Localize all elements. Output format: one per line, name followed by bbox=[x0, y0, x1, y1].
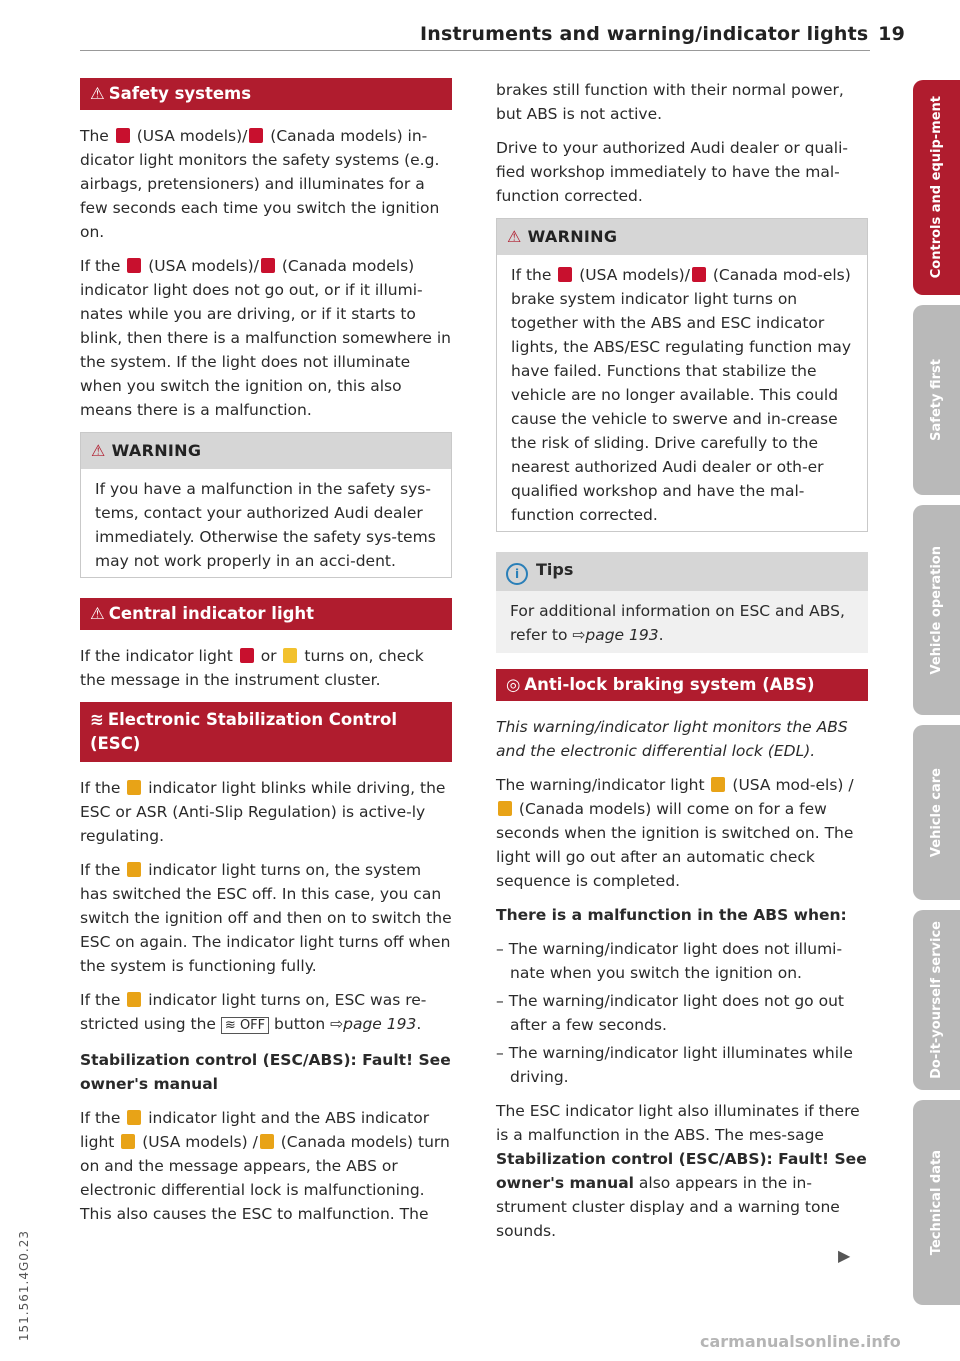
warning-header: ⚠ WARNING bbox=[497, 219, 867, 255]
central-indicator-heading: ⚠ Central indicator light bbox=[80, 598, 452, 630]
page-reference-arrow-icon: ⇨ bbox=[572, 626, 586, 644]
central-indicator-paragraph: If the indicator light or turns on, check the message in the instrument cluster. bbox=[80, 647, 424, 689]
abs-indicator-icon bbox=[711, 777, 725, 792]
esc-off-button-label: ≋ OFF bbox=[221, 1017, 269, 1034]
safety-paragraph-1: The (USA models)/ (Canada models) in-dicator light monitors the safety systems (e.g. airbags, pretensioners) and illuminates for a few seconds each time you switch the ignition on. bbox=[80, 127, 440, 241]
warning-box-safety bbox=[80, 432, 452, 578]
brake-canada-indicator-icon bbox=[692, 267, 706, 282]
continued-paragraph: brakes still function with their normal power, but ABS is not active. bbox=[496, 81, 844, 123]
esc-icon: ≋ bbox=[90, 710, 104, 729]
warning-box-brake bbox=[496, 218, 868, 532]
esc-paragraph-1: If the indicator light blinks while driving, the ESC or ASR (Anti-Slip Regulation) is active-ly regulating. bbox=[80, 779, 446, 845]
running-header-title: Instruments and warning/indicator lights bbox=[420, 23, 869, 45]
abs-malfunction-list bbox=[496, 937, 868, 1089]
tab-technical-data[interactable]: Technical data bbox=[913, 1100, 960, 1305]
seatbelt-indicator-icon bbox=[261, 258, 275, 273]
abs-indicator-icon bbox=[121, 1134, 135, 1149]
esc-paragraph-3: If the indicator light turns on, ESC was re-stricted using the ≋ OFF button ⇨page 193. bbox=[80, 991, 427, 1033]
page-number: 19 bbox=[878, 23, 905, 45]
abs-canada-indicator-icon bbox=[498, 801, 512, 816]
watermark: carmanualsonline.info bbox=[700, 1332, 901, 1351]
airbag-indicator-icon bbox=[116, 128, 130, 143]
safety-paragraph-2: If the (USA models)/ (Canada models) indicator light does not go out, or if it illumi-nates while you are driving, or if it starts to blink, then there is a malfunction somewhere in the system. If the light does not illuminate when you switch the ignition on, this also means there is a malfunction. bbox=[80, 257, 451, 419]
warning-header: ⚠ WARNING bbox=[81, 433, 451, 469]
continue-arrow-icon: ▶ bbox=[838, 1246, 851, 1265]
list-item: – The warning/indicator light illuminates while driving. bbox=[496, 1041, 868, 1089]
central-red-indicator-icon bbox=[240, 648, 254, 663]
running-header bbox=[420, 22, 905, 46]
tab-controls-and-equipment[interactable]: Controls and equip-ment bbox=[913, 80, 960, 295]
warning-text: If the (USA models)/ (Canada mod-els) brake system indicator light turns on together with the ABS and ESC indicator lights, the ABS/ESC regulating function may have failed. Functions that stabilize the vehicle are no longer available. This could cause the vehicle to swerve and in-crease the risk of sliding. Drive carefully to the nearest authorized Audi dealer or oth-er qualified workshop and have the mal-function corrected. bbox=[511, 266, 852, 524]
esc-off-indicator-icon bbox=[127, 862, 141, 877]
abs-heading: ◎ Anti-lock braking system (ABS) bbox=[496, 669, 868, 701]
abs-paragraph-1: The warning/indicator light (USA mod-els) / (Canada models) will come on for a few seconds when the ignition is switched on. The light will go out after an automatic check sequence is completed. bbox=[496, 776, 854, 890]
left-column bbox=[80, 78, 452, 1236]
page-193-link[interactable]: page 193 bbox=[585, 626, 659, 644]
tab-do-it-yourself-service[interactable]: Do-it-yourself service bbox=[913, 910, 960, 1090]
esc-fault-message: Stabilization control (ESC/ABS): Fault! See owner's manual bbox=[80, 1051, 451, 1093]
right-column bbox=[496, 78, 868, 1253]
tips-header: i Tips bbox=[496, 552, 868, 591]
warning-triangle-icon: ⚠ bbox=[507, 227, 522, 246]
abs-canada-indicator-icon bbox=[260, 1134, 274, 1149]
page-193-link[interactable]: page 193 bbox=[343, 1015, 417, 1033]
abs-icon: ◎ bbox=[506, 675, 521, 694]
airbag-indicator-icon bbox=[127, 258, 141, 273]
esc-heading: ≋ Electronic Stabilization Control (ESC) bbox=[80, 702, 452, 762]
esc-paragraph-4: If the indicator light and the ABS indicator light (USA models) / (Canada models) turn on and the message appears, the ABS or electronic differential lock is malfunctioning. This also causes the ESC to malfunction. The bbox=[80, 1109, 450, 1223]
esc-indicator-icon bbox=[127, 780, 141, 795]
central-yellow-indicator-icon bbox=[283, 648, 297, 663]
page-reference-arrow-icon: ⇨ bbox=[330, 1015, 344, 1033]
abs-malfunction-heading: There is a malfunction in the ABS when: bbox=[496, 906, 847, 924]
abs-intro: This warning/indicator light monitors the ABS and the electronic differential lock (EDL). bbox=[496, 718, 848, 760]
warning-triangle-icon: ⚠ bbox=[91, 441, 106, 460]
tips-box bbox=[496, 552, 868, 653]
esc-restricted-indicator-icon bbox=[127, 992, 141, 1007]
seatbelt-indicator-icon bbox=[249, 128, 263, 143]
tab-safety-first[interactable]: Safety first bbox=[913, 305, 960, 495]
esc-paragraph-2: If the indicator light turns on, the system has switched the ESC off. In this case, you can switch the ignition off and then on to switch the ESC on again. The indicator light turns off when the system is functioning fully. bbox=[80, 861, 452, 975]
safety-systems-heading: ⚠ Safety systems bbox=[80, 78, 452, 110]
drive-to-dealer-paragraph: Drive to your authorized Audi dealer or quali-fied workshop immediately to have the mal-function corrected. bbox=[496, 139, 849, 205]
header-rule bbox=[80, 50, 870, 51]
list-item: – The warning/indicator light does not go out after a few seconds. bbox=[496, 989, 868, 1037]
esc-indicator-icon bbox=[127, 1110, 141, 1125]
list-item: – The warning/indicator light does not illumi-nate when you switch the ignition on. bbox=[496, 937, 868, 985]
warning-triangle-icon: ⚠ bbox=[90, 604, 105, 623]
tips-text: For additional information on ESC and ABS, refer to ⇨page 193. bbox=[510, 602, 845, 644]
tab-vehicle-care[interactable]: Vehicle care bbox=[913, 725, 960, 900]
airbag-icon: ⚠ bbox=[90, 84, 105, 103]
page-code: 151.561.4G0.23 bbox=[17, 1230, 31, 1342]
info-icon: i bbox=[506, 563, 528, 585]
abs-last-paragraph: The ESC indicator light also illuminates if there is a malfunction in the ABS. The mes-sage Stabilization control (ESC/ABS): Fault! See owner's manual also appears in the in-strument cluster display and a warning tone sounds. bbox=[496, 1102, 867, 1240]
brake-indicator-icon bbox=[558, 267, 572, 282]
chapter-tabs bbox=[913, 80, 960, 1315]
warning-text: If you have a malfunction in the safety sys-tems, contact your authorized Audi dealer immediately. Otherwise the safety sys-tems may not work properly in an acci-dent. bbox=[95, 480, 436, 570]
tab-vehicle-operation[interactable]: Vehicle operation bbox=[913, 505, 960, 715]
